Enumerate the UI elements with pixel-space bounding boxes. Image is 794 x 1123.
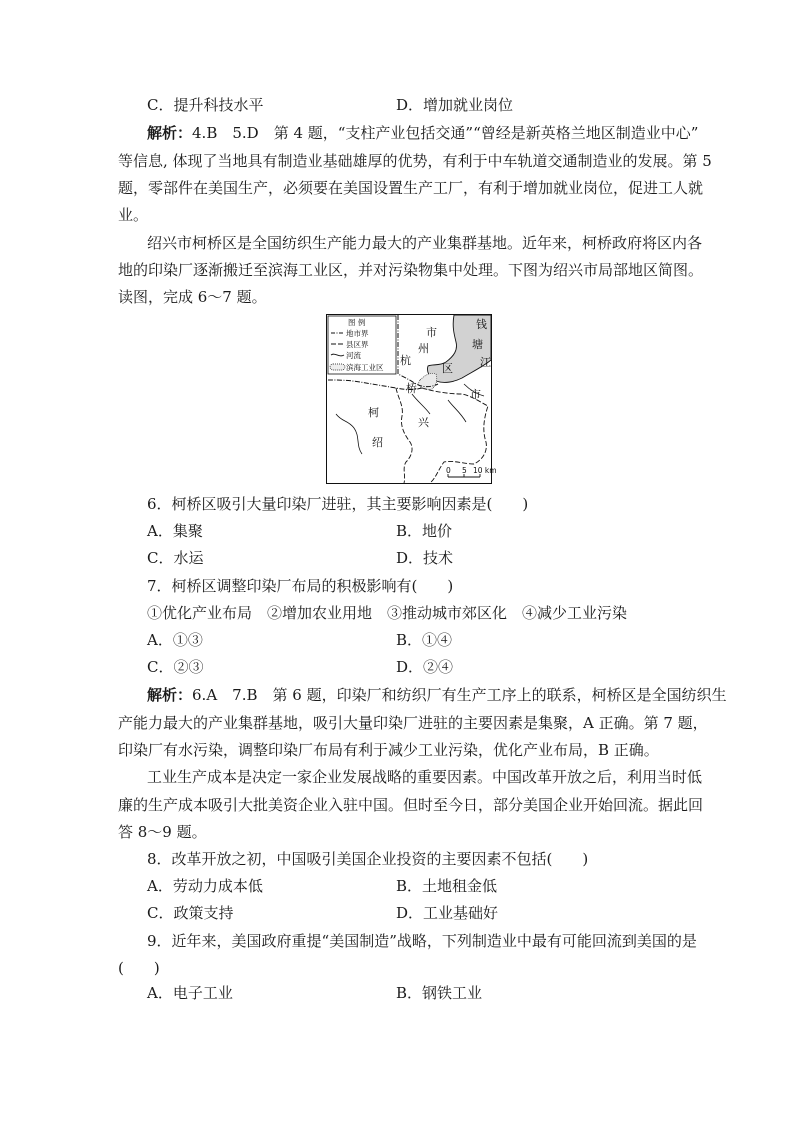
shaoxing-map [326,314,497,484]
passage-2-line-2: 廉的生产成本吸引大批美资企业入驻中国。但时至今日，部分美国企业开始回流。据此回 [118,796,704,814]
scale-tick-10: 10 km [473,466,497,475]
label-shao: 绍 [372,436,383,449]
analysis-1-line-3: 题，零部件在美国生产，必须要在美国设置生产工厂，有利于增加就业岗位，促进工人就 [118,179,704,197]
scale-tick-5: 5 [462,466,467,475]
analysis-1-line-4: 业。 [118,206,149,224]
label-qian: 钱 [476,318,487,331]
q8-option-a: A．劳动力成本低 [147,877,263,895]
q7-option-b: B．①④ [396,631,453,649]
q7-option-c: C．②③ [147,658,204,676]
label-qiao: 桥 [406,382,417,395]
legend-item-city: 地市界 [346,329,369,338]
q9-stem: 9．近年来，美国政府重提“美国制造”战略，下列制造业中最有可能回流到美国的是 [147,932,697,950]
passage-2-line-3: 答 8～9 题。 [118,823,207,841]
label-jiang: 江 [480,356,491,369]
q9-stem-cont: ( ) [118,959,160,977]
label-hang: 杭 [400,354,411,367]
q7-option-a: A．①③ [147,631,203,649]
q7-stem: 7．柯桥区调整印染厂布局的积极影响有( ) [147,577,454,595]
analysis-2-line-3: 印染厂有水污染，调整印染厂布局有利于减少工业污染，优化产业布局，B 正确。 [118,741,659,759]
label-zhou: 州 [418,342,429,355]
q6-stem: 6．柯桥区吸引大量印染厂进驻，其主要影响因素是( ) [147,495,529,513]
label-xing: 兴 [418,416,429,429]
q7-option-d: D．②④ [396,658,454,676]
q9-option-a: A．电子工业 [147,984,233,1002]
label-shi-top: 市 [426,326,437,339]
analysis-2-line-2: 产能力最大的产业集群基地，吸引大量印染厂进驻的主要因素是集聚，A 正确。第 7 题， [118,714,708,732]
passage-1-line-3: 读图，完成 6～7 题。 [118,288,267,306]
map-svg [326,314,497,484]
legend-title: 图 例 [348,318,366,327]
analysis-1-line-2: 等信息, 体现了当地具有制造业基础雄厚的优势，有利于中车轨道交通制造业的发展。第 5 [118,152,712,170]
passage-1-line-1: 绍兴市柯桥区是全国纺织生产能力最大的产业集群基地。近年来，柯桥政府将区内各 [147,234,703,252]
q5-option-c: C．提升科技水平 [147,96,264,114]
q6-option-d: D．技术 [396,549,454,567]
q9-option-b: B．钢铁工业 [396,984,483,1002]
analysis-1-line-1: 解析：4.B 5.D 第 4 题，“支柱产业包括交通”“曾经是新英格兰地区制造业中心” [147,124,699,142]
scale-tick-0: 0 [446,466,451,475]
legend-item-county: 县区界 [346,340,369,349]
q8-option-b: B．土地租金低 [396,877,498,895]
passage-2-line-1: 工业生产成本是决定一家企业发展战略的重要因素。中国改革开放之后，利用当时低 [147,768,703,786]
label-shi-right: 市 [470,388,481,401]
q6-option-a: A．集聚 [147,522,203,540]
q7-items: ①优化产业布局 ②增加农业用地 ③推动城市郊区化 ④减少工业污染 [147,604,628,622]
q6-option-c: C．水运 [147,549,204,567]
analysis-label: 解析： [147,124,193,142]
q8-stem: 8．改革开放之初，中国吸引美国企业投资的主要因素不包括( ) [147,850,589,868]
analysis-label: 解析： [147,686,193,704]
label-tang: 塘 [472,338,483,351]
label-ke: 柯 [368,406,379,419]
legend-industrial-swatch [330,364,345,370]
legend-item-river: 河流 [346,351,361,360]
q6-option-b: B．地价 [396,522,453,540]
q5-option-d: D．增加就业岗位 [396,96,514,114]
label-qu: 区 [442,362,453,375]
q8-option-d: D．工业基础好 [396,904,499,922]
legend-item-industrial: 滨海工业区 [346,363,384,372]
q8-option-c: C．政策支持 [147,904,234,922]
passage-1-line-2: 地的印染厂逐渐搬迁至滨海工业区，并对污染物集中处理。下图为绍兴市局部地区简图。 [118,261,704,279]
analysis-2-line-1: 解析：6.A 7.B 第 6 题，印染厂和纺织厂有生产工序上的联系，柯桥区是全国纺织生 [147,686,727,704]
